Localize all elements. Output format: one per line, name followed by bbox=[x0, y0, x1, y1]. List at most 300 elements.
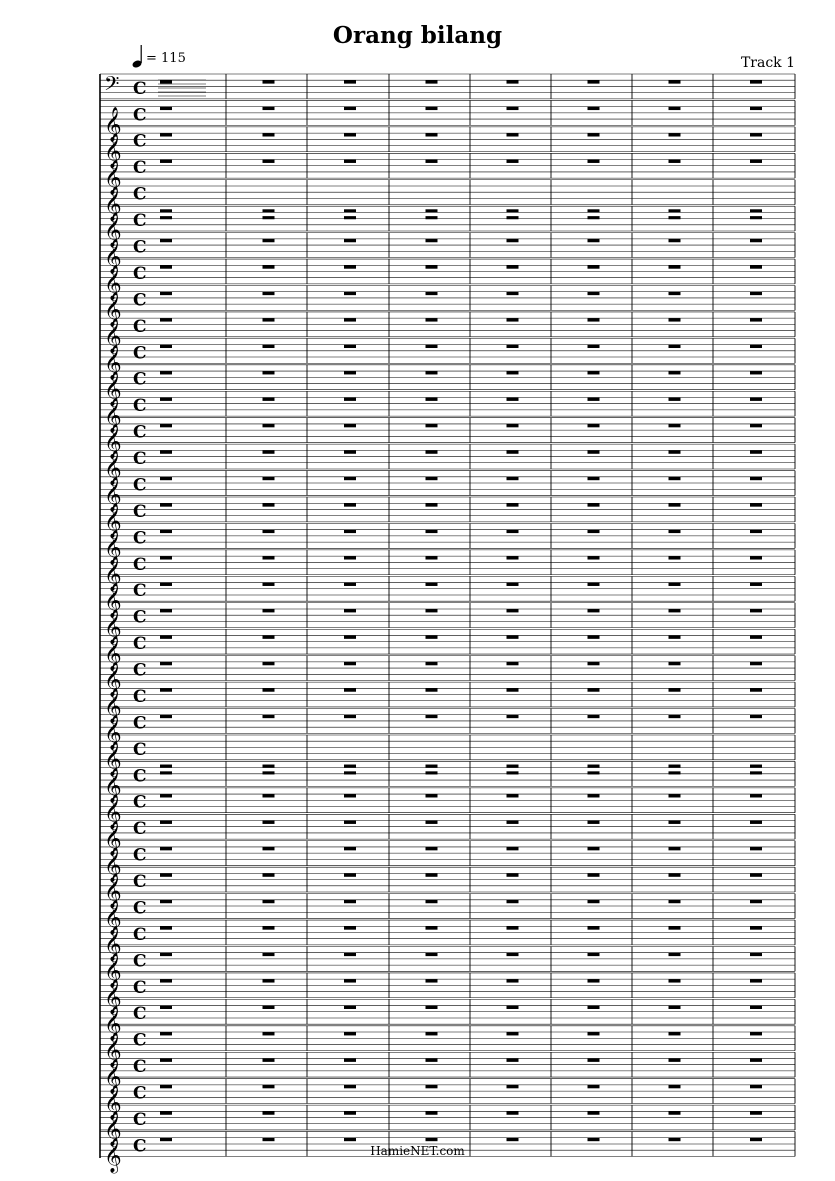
time-signature: C bbox=[133, 1030, 147, 1051]
whole-rest bbox=[426, 450, 438, 453]
treble-clef-icon: 𝄞 bbox=[104, 292, 122, 328]
whole-rest bbox=[263, 771, 275, 774]
treble-clef-icon: 𝄞 bbox=[104, 582, 122, 618]
time-signature: C bbox=[133, 951, 147, 972]
treble-clef-icon: 𝄞 bbox=[104, 688, 122, 724]
whole-rest bbox=[426, 397, 438, 400]
whole-rest bbox=[344, 503, 356, 506]
whole-rest bbox=[750, 847, 762, 850]
treble-clef-icon: 𝄞 bbox=[104, 1032, 122, 1068]
whole-rest bbox=[344, 926, 356, 929]
whole-rest bbox=[588, 345, 600, 348]
time-signature: C bbox=[133, 422, 147, 443]
whole-rest bbox=[426, 239, 438, 242]
whole-rest bbox=[750, 1006, 762, 1009]
whole-rest bbox=[750, 1032, 762, 1035]
whole-rest bbox=[263, 688, 275, 691]
whole-rest bbox=[669, 1111, 681, 1114]
whole-rest bbox=[507, 292, 519, 295]
whole-rest bbox=[263, 345, 275, 348]
whole-rest bbox=[344, 107, 356, 110]
whole-rest bbox=[263, 133, 275, 136]
whole-rest bbox=[426, 292, 438, 295]
whole-rest bbox=[750, 107, 762, 110]
whole-rest bbox=[507, 371, 519, 374]
whole-rest bbox=[426, 556, 438, 559]
whole-rest bbox=[263, 583, 275, 586]
whole-rest bbox=[160, 771, 172, 774]
whole-rest bbox=[344, 953, 356, 956]
whole-rest bbox=[344, 216, 356, 219]
whole-rest bbox=[750, 556, 762, 559]
whole-rest bbox=[588, 1032, 600, 1035]
whole-rest bbox=[669, 765, 681, 768]
whole-rest bbox=[263, 847, 275, 850]
whole-rest bbox=[426, 345, 438, 348]
treble-clef-icon: 𝄞 bbox=[104, 1138, 122, 1174]
treble-clef-icon: 𝄞 bbox=[104, 159, 122, 195]
whole-rest bbox=[160, 873, 172, 876]
time-signature: C bbox=[133, 819, 147, 840]
whole-rest bbox=[507, 107, 519, 110]
whole-rest bbox=[750, 160, 762, 163]
whole-rest bbox=[588, 1138, 600, 1141]
whole-rest bbox=[750, 953, 762, 956]
whole-rest bbox=[263, 450, 275, 453]
whole-rest bbox=[588, 80, 600, 83]
whole-rest bbox=[669, 530, 681, 533]
whole-rest bbox=[588, 953, 600, 956]
time-signature: C bbox=[133, 396, 147, 417]
whole-rest bbox=[160, 765, 172, 768]
whole-rest bbox=[588, 477, 600, 480]
whole-rest bbox=[160, 503, 172, 506]
time-signature: C bbox=[133, 237, 147, 258]
whole-rest bbox=[160, 530, 172, 533]
whole-rest bbox=[588, 662, 600, 665]
whole-rest bbox=[507, 765, 519, 768]
whole-rest bbox=[426, 765, 438, 768]
whole-rest bbox=[426, 80, 438, 83]
whole-rest bbox=[263, 424, 275, 427]
whole-rest bbox=[426, 662, 438, 665]
whole-rest bbox=[426, 609, 438, 612]
whole-rest bbox=[344, 1138, 356, 1141]
whole-rest bbox=[588, 609, 600, 612]
whole-rest bbox=[669, 318, 681, 321]
whole-rest bbox=[160, 1138, 172, 1141]
whole-rest bbox=[426, 1032, 438, 1035]
whole-rest bbox=[344, 371, 356, 374]
treble-clef-icon: 𝄞 bbox=[104, 503, 122, 539]
whole-rest bbox=[669, 160, 681, 163]
whole-rest bbox=[669, 821, 681, 824]
footer-credit: HamieNET.com bbox=[370, 1144, 465, 1158]
whole-rest bbox=[750, 688, 762, 691]
whole-rest bbox=[344, 1032, 356, 1035]
whole-rest bbox=[750, 216, 762, 219]
whole-rest bbox=[669, 609, 681, 612]
treble-clef-icon: 𝄞 bbox=[104, 186, 122, 222]
whole-rest bbox=[588, 318, 600, 321]
whole-rest bbox=[344, 794, 356, 797]
whole-rest bbox=[344, 583, 356, 586]
whole-rest bbox=[750, 292, 762, 295]
time-signature: C bbox=[133, 792, 147, 813]
whole-rest bbox=[263, 503, 275, 506]
whole-rest bbox=[507, 1058, 519, 1061]
whole-rest bbox=[750, 635, 762, 638]
time-signature: C bbox=[133, 501, 147, 522]
whole-rest bbox=[750, 715, 762, 718]
whole-rest bbox=[263, 873, 275, 876]
whole-rest bbox=[426, 477, 438, 480]
whole-rest bbox=[426, 794, 438, 797]
whole-rest bbox=[507, 450, 519, 453]
whole-rest bbox=[669, 107, 681, 110]
whole-rest bbox=[507, 345, 519, 348]
whole-rest bbox=[160, 556, 172, 559]
whole-rest bbox=[263, 556, 275, 559]
whole-rest bbox=[426, 209, 438, 212]
whole-rest bbox=[669, 771, 681, 774]
whole-rest bbox=[160, 80, 172, 83]
whole-rest bbox=[507, 1138, 519, 1141]
whole-rest bbox=[160, 160, 172, 163]
whole-rest bbox=[507, 209, 519, 212]
time-signature: C bbox=[133, 977, 147, 998]
whole-rest bbox=[669, 873, 681, 876]
whole-rest bbox=[160, 926, 172, 929]
page-title: Orang bilang bbox=[332, 22, 503, 49]
whole-rest bbox=[426, 107, 438, 110]
whole-rest bbox=[160, 133, 172, 136]
whole-rest bbox=[669, 477, 681, 480]
treble-clef-icon: 𝄞 bbox=[104, 450, 122, 486]
whole-rest bbox=[507, 771, 519, 774]
treble-clef-icon: 𝄞 bbox=[104, 1005, 122, 1041]
whole-rest bbox=[588, 216, 600, 219]
treble-clef-icon: 𝄞 bbox=[104, 767, 122, 803]
treble-clef-icon: 𝄞 bbox=[104, 318, 122, 354]
whole-rest bbox=[507, 160, 519, 163]
treble-clef-icon: 𝄞 bbox=[104, 794, 122, 830]
whole-rest bbox=[588, 503, 600, 506]
whole-rest bbox=[160, 292, 172, 295]
whole-rest bbox=[669, 292, 681, 295]
whole-rest bbox=[507, 477, 519, 480]
whole-rest bbox=[669, 450, 681, 453]
treble-clef-icon: 𝄞 bbox=[104, 953, 122, 989]
whole-rest bbox=[669, 371, 681, 374]
whole-rest bbox=[160, 821, 172, 824]
whole-rest bbox=[344, 1111, 356, 1114]
time-signature: C bbox=[133, 158, 147, 179]
whole-rest bbox=[750, 1085, 762, 1088]
whole-rest bbox=[344, 847, 356, 850]
whole-rest bbox=[160, 397, 172, 400]
whole-rest bbox=[750, 900, 762, 903]
whole-rest bbox=[507, 873, 519, 876]
track-label: Track 1 bbox=[740, 55, 795, 71]
treble-clef-icon: 𝄞 bbox=[104, 715, 122, 751]
time-signature: C bbox=[133, 924, 147, 945]
whole-rest bbox=[344, 345, 356, 348]
whole-rest bbox=[263, 265, 275, 268]
time-signature: C bbox=[133, 554, 147, 575]
whole-rest bbox=[750, 477, 762, 480]
time-signature: C bbox=[133, 475, 147, 496]
whole-rest bbox=[263, 765, 275, 768]
time-signature: C bbox=[133, 131, 147, 152]
time-signature: C bbox=[133, 1057, 147, 1078]
whole-rest bbox=[750, 765, 762, 768]
whole-rest bbox=[263, 926, 275, 929]
whole-rest bbox=[263, 635, 275, 638]
whole-rest bbox=[263, 216, 275, 219]
whole-rest bbox=[588, 1006, 600, 1009]
treble-clef-icon: 𝄞 bbox=[104, 397, 122, 433]
whole-rest bbox=[750, 873, 762, 876]
treble-clef-icon: 𝄞 bbox=[104, 265, 122, 301]
whole-rest bbox=[588, 900, 600, 903]
whole-rest bbox=[344, 1006, 356, 1009]
whole-rest bbox=[507, 530, 519, 533]
whole-rest bbox=[588, 292, 600, 295]
time-signature: C bbox=[133, 78, 147, 99]
time-signature: C bbox=[133, 845, 147, 866]
whole-rest bbox=[426, 715, 438, 718]
whole-rest bbox=[669, 1032, 681, 1035]
whole-rest bbox=[426, 1111, 438, 1114]
whole-rest bbox=[588, 688, 600, 691]
whole-rest bbox=[588, 847, 600, 850]
whole-rest bbox=[507, 715, 519, 718]
whole-rest bbox=[669, 1138, 681, 1141]
time-signature: C bbox=[133, 1083, 147, 1104]
treble-clef-icon: 𝄞 bbox=[104, 106, 122, 142]
whole-rest bbox=[344, 662, 356, 665]
whole-rest bbox=[588, 873, 600, 876]
whole-rest bbox=[669, 715, 681, 718]
whole-rest bbox=[426, 847, 438, 850]
whole-rest bbox=[507, 1032, 519, 1035]
whole-rest bbox=[344, 765, 356, 768]
whole-rest bbox=[344, 239, 356, 242]
whole-rest bbox=[588, 239, 600, 242]
whole-rest bbox=[669, 345, 681, 348]
whole-rest bbox=[669, 900, 681, 903]
time-signature: C bbox=[133, 872, 147, 893]
whole-rest bbox=[507, 900, 519, 903]
whole-rest bbox=[750, 265, 762, 268]
whole-rest bbox=[344, 1085, 356, 1088]
whole-rest bbox=[588, 715, 600, 718]
time-signature: C bbox=[133, 290, 147, 311]
time-signature: C bbox=[133, 1004, 147, 1025]
whole-rest bbox=[426, 583, 438, 586]
whole-rest bbox=[588, 107, 600, 110]
whole-rest bbox=[750, 1111, 762, 1114]
treble-clef-icon: 𝄞 bbox=[104, 529, 122, 565]
time-signature: C bbox=[133, 739, 147, 760]
whole-rest bbox=[426, 771, 438, 774]
whole-rest bbox=[507, 583, 519, 586]
whole-rest bbox=[750, 771, 762, 774]
whole-rest bbox=[160, 450, 172, 453]
whole-rest bbox=[263, 715, 275, 718]
whole-rest bbox=[507, 1085, 519, 1088]
whole-rest bbox=[426, 265, 438, 268]
whole-rest bbox=[588, 765, 600, 768]
whole-rest bbox=[750, 133, 762, 136]
whole-rest bbox=[344, 450, 356, 453]
whole-rest bbox=[669, 794, 681, 797]
whole-rest bbox=[263, 371, 275, 374]
whole-rest bbox=[669, 635, 681, 638]
whole-rest bbox=[263, 80, 275, 83]
whole-rest bbox=[426, 1058, 438, 1061]
whole-rest bbox=[750, 979, 762, 982]
whole-rest bbox=[507, 1006, 519, 1009]
whole-rest bbox=[160, 635, 172, 638]
whole-rest bbox=[160, 1006, 172, 1009]
whole-rest bbox=[426, 900, 438, 903]
treble-clef-icon: 𝄞 bbox=[104, 900, 122, 936]
whole-rest bbox=[669, 1006, 681, 1009]
whole-rest bbox=[160, 1111, 172, 1114]
treble-clef-icon: 𝄞 bbox=[104, 556, 122, 592]
whole-rest bbox=[263, 292, 275, 295]
whole-rest bbox=[588, 371, 600, 374]
treble-clef-icon: 𝄞 bbox=[104, 635, 122, 671]
whole-rest bbox=[426, 979, 438, 982]
whole-rest bbox=[263, 900, 275, 903]
whole-rest bbox=[669, 397, 681, 400]
time-signature: C bbox=[133, 105, 147, 126]
whole-rest bbox=[426, 1085, 438, 1088]
whole-rest bbox=[344, 133, 356, 136]
treble-clef-icon: 𝄞 bbox=[104, 847, 122, 883]
whole-rest bbox=[160, 979, 172, 982]
time-signature: C bbox=[133, 581, 147, 602]
whole-rest bbox=[426, 1006, 438, 1009]
whole-rest bbox=[160, 371, 172, 374]
whole-rest bbox=[263, 318, 275, 321]
whole-rest bbox=[263, 821, 275, 824]
whole-rest bbox=[160, 239, 172, 242]
whole-rest bbox=[426, 530, 438, 533]
whole-rest bbox=[344, 821, 356, 824]
whole-rest bbox=[669, 926, 681, 929]
whole-rest bbox=[160, 662, 172, 665]
whole-rest bbox=[507, 979, 519, 982]
whole-rest bbox=[263, 662, 275, 665]
whole-rest bbox=[160, 847, 172, 850]
whole-rest bbox=[750, 397, 762, 400]
whole-rest bbox=[344, 530, 356, 533]
whole-rest bbox=[669, 209, 681, 212]
whole-rest bbox=[588, 424, 600, 427]
whole-rest bbox=[263, 397, 275, 400]
whole-rest bbox=[507, 847, 519, 850]
whole-rest bbox=[588, 794, 600, 797]
treble-clef-icon: 𝄞 bbox=[104, 662, 122, 698]
whole-rest bbox=[750, 318, 762, 321]
whole-rest bbox=[750, 794, 762, 797]
whole-rest bbox=[669, 133, 681, 136]
whole-rest bbox=[160, 424, 172, 427]
time-signature: C bbox=[133, 766, 147, 787]
tempo-value: = 115 bbox=[146, 51, 186, 66]
whole-rest bbox=[507, 688, 519, 691]
whole-rest bbox=[263, 1138, 275, 1141]
treble-clef-icon: 𝄞 bbox=[104, 609, 122, 645]
whole-rest bbox=[344, 609, 356, 612]
whole-rest bbox=[507, 265, 519, 268]
whole-rest bbox=[750, 1058, 762, 1061]
whole-rest bbox=[750, 583, 762, 586]
whole-rest bbox=[160, 477, 172, 480]
whole-rest bbox=[263, 530, 275, 533]
whole-rest bbox=[344, 771, 356, 774]
treble-clef-icon: 𝄞 bbox=[104, 424, 122, 460]
whole-rest bbox=[669, 216, 681, 219]
treble-clef-icon: 𝄞 bbox=[104, 212, 122, 248]
whole-rest bbox=[344, 715, 356, 718]
time-signature: C bbox=[133, 607, 147, 628]
whole-rest bbox=[263, 1032, 275, 1035]
whole-rest bbox=[588, 1085, 600, 1088]
whole-rest bbox=[588, 450, 600, 453]
time-signature: C bbox=[133, 211, 147, 232]
whole-rest bbox=[507, 662, 519, 665]
time-signature: C bbox=[133, 660, 147, 681]
whole-rest bbox=[669, 503, 681, 506]
whole-rest bbox=[426, 873, 438, 876]
whole-rest bbox=[263, 979, 275, 982]
whole-rest bbox=[669, 239, 681, 242]
whole-rest bbox=[426, 1138, 438, 1141]
whole-rest bbox=[160, 1032, 172, 1035]
whole-rest bbox=[750, 80, 762, 83]
whole-rest bbox=[507, 635, 519, 638]
whole-rest bbox=[426, 821, 438, 824]
whole-rest bbox=[426, 318, 438, 321]
whole-rest bbox=[750, 609, 762, 612]
whole-rest bbox=[160, 715, 172, 718]
whole-rest bbox=[750, 371, 762, 374]
whole-rest bbox=[426, 424, 438, 427]
whole-rest bbox=[507, 424, 519, 427]
whole-rest bbox=[344, 424, 356, 427]
whole-rest bbox=[263, 209, 275, 212]
time-signature: C bbox=[133, 263, 147, 284]
whole-rest bbox=[344, 873, 356, 876]
whole-rest bbox=[588, 556, 600, 559]
whole-rest bbox=[263, 1111, 275, 1114]
whole-rest bbox=[588, 133, 600, 136]
whole-rest bbox=[507, 556, 519, 559]
time-signature: C bbox=[133, 316, 147, 337]
treble-clef-icon: 𝄞 bbox=[104, 873, 122, 909]
whole-rest bbox=[426, 160, 438, 163]
whole-rest bbox=[750, 821, 762, 824]
treble-clef-icon: 𝄞 bbox=[104, 1058, 122, 1094]
whole-rest bbox=[344, 556, 356, 559]
whole-rest bbox=[426, 133, 438, 136]
whole-rest bbox=[669, 556, 681, 559]
